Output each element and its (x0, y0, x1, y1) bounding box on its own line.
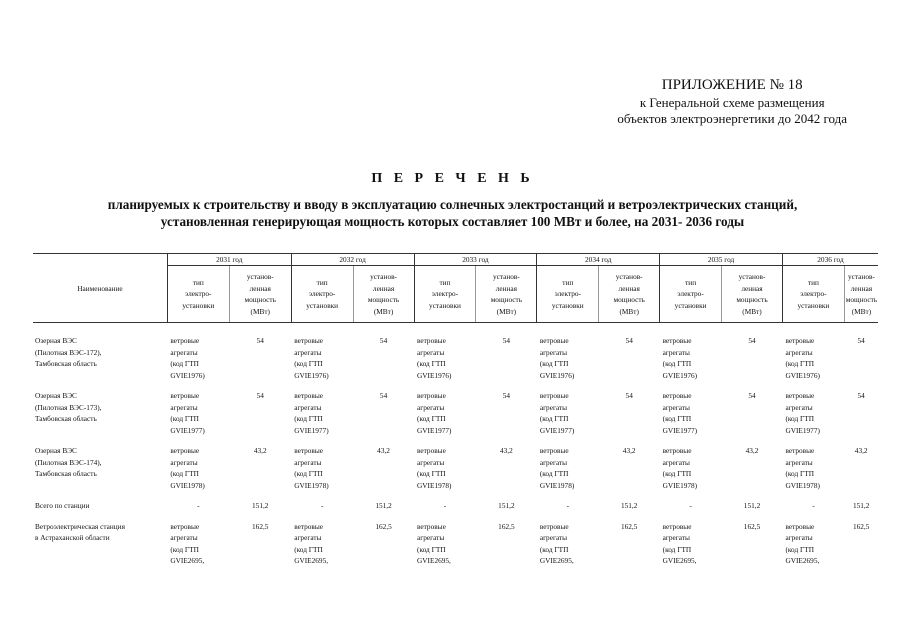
power-header-line: установ- (492, 272, 520, 281)
unit-type-line: (код ГТП (785, 359, 814, 368)
type-header-line: электро- (800, 289, 827, 299)
power-header-line: ленная (249, 283, 271, 293)
power-header-line: (МВт) (851, 306, 872, 316)
type-column-header (660, 266, 722, 323)
total-power-value: 151,2 (852, 501, 870, 510)
unit-type-line: агрегаты (294, 402, 322, 412)
unit-type-line: GVIE2695, (785, 556, 820, 565)
unit-type-line: GVIE1976) (662, 370, 698, 380)
power-header-line: установ- (370, 272, 397, 281)
station-name-line: в Астраханской области (35, 533, 110, 542)
unit-type-line: GVIE1976) (785, 370, 820, 380)
power-value-cell: 54 (379, 336, 388, 345)
unit-type-line: ветровые (417, 521, 446, 531)
gap-row (33, 512, 878, 521)
unit-type-line: GVIE1977) (294, 425, 329, 435)
unit-type-line: ветровые (417, 446, 446, 455)
unit-type-cell (537, 390, 599, 436)
unit-type-line: ветровые (170, 521, 200, 531)
total-power-value: 151,2 (498, 501, 515, 510)
gap-cell (33, 381, 878, 390)
power-value-cell: 43,2 (499, 446, 513, 455)
unit-type-line: ветровые (662, 521, 692, 531)
station-name-cell (33, 390, 167, 436)
unit-type-line: (код ГТП (785, 544, 814, 554)
unit-type-line: (код ГТП (539, 469, 569, 478)
power-header-line: ленная (372, 283, 395, 293)
total-type-dash: - (320, 501, 324, 510)
power-value-cell: 43,2 (377, 446, 390, 455)
unit-type-line: (код ГТП (417, 414, 446, 423)
unit-type-line: ветровые (662, 336, 692, 345)
total-type-dash: - (197, 501, 200, 510)
type-header-line: тип (562, 277, 574, 287)
gap-cell (33, 491, 878, 500)
unit-type-line: агрегаты (662, 347, 690, 357)
power-value-cell: 162,5 (498, 521, 515, 531)
unit-type-line: GVIE2695, (539, 556, 574, 565)
unit-type-line: ветровые (170, 336, 200, 345)
type-header-line: электро- (185, 289, 212, 299)
unit-type-line: ветровые (294, 446, 324, 455)
unit-type-line: GVIE1978) (294, 480, 329, 490)
gap-cell (33, 436, 878, 445)
unit-type-cell (414, 390, 476, 436)
power-header-line: установ- (246, 272, 274, 281)
spacer-cell (33, 323, 878, 336)
unit-type-line: (код ГТП (294, 414, 323, 423)
unit-type-line: агрегаты (170, 457, 198, 467)
unit-type-line: (код ГТП (662, 469, 692, 478)
gap-row (33, 381, 878, 390)
type-header-line: тип (192, 277, 204, 287)
station-name-cell (33, 335, 167, 381)
type-header-line: электро- (431, 289, 459, 299)
power-header-line: мощность (367, 295, 400, 304)
type-column-header (537, 266, 599, 323)
unit-type-line: GVIE1977) (539, 425, 575, 435)
power-value-cell: 162,5 (620, 521, 638, 531)
power-header-line: установ- (848, 272, 875, 281)
subtitle-line-1: планируемых к строительству и вводу в эксплуатацию солнечных электростанций и ветроэлектрических станций, (107, 197, 798, 212)
unit-type-cell (291, 521, 353, 567)
unit-type-line: ветровые (170, 391, 200, 400)
unit-type-line: (код ГТП (417, 544, 446, 554)
unit-type-line: ветровые (417, 391, 446, 400)
unit-type-cell (782, 390, 844, 436)
unit-type-line: (код ГТП (662, 414, 692, 423)
unit-type-line: агрегаты (294, 347, 322, 357)
unit-type-line: GVIE1977) (785, 425, 820, 435)
unit-type-line: ветровые (294, 336, 324, 345)
unit-type-line: (код ГТП (539, 544, 569, 554)
total-type-dash: - (812, 501, 815, 510)
total-row (33, 500, 878, 512)
unit-type-cell (782, 335, 844, 381)
unit-type-cell (291, 390, 353, 436)
spacer-row (33, 323, 878, 336)
unit-type-line: (код ГТП (417, 359, 446, 368)
year-header-row (33, 254, 878, 266)
power-header-line: мощность (490, 295, 523, 304)
unit-type-line: GVIE1976) (417, 370, 452, 380)
type-header-line: установки (306, 300, 339, 310)
type-header-line: тип (807, 277, 819, 287)
station-row (33, 390, 878, 436)
station-name-line: Ветроэлектрическая станция (35, 521, 125, 531)
unit-type-line: агрегаты (785, 402, 813, 412)
type-header-line: электро- (554, 289, 581, 299)
unit-type-line: агрегаты (539, 457, 568, 467)
unit-type-line: агрегаты (785, 457, 813, 467)
power-header-line: ленная (495, 283, 518, 293)
station-name-line: Озерная ВЭС (35, 391, 77, 400)
unit-type-cell (414, 335, 476, 381)
total-power-value: 151,2 (743, 501, 761, 510)
unit-type-line: GVIE1978) (539, 480, 575, 490)
power-header-line: мощность (845, 295, 878, 304)
power-header-line: установ- (615, 272, 643, 281)
appendix-number: ПРИЛОЖЕНИЕ № 18 (661, 77, 803, 93)
total-power-value: 151,2 (620, 501, 638, 510)
year-header: 2036 год (782, 254, 878, 266)
unit-type-line: агрегаты (539, 533, 568, 542)
station-name-line: (Пилотная ВЭС-172), (35, 347, 102, 357)
station-name-line: Озерная ВЭС (35, 446, 77, 455)
unit-type-line: ветровые (417, 336, 446, 345)
power-header-line: мощность (736, 295, 768, 304)
unit-type-line: ветровые (662, 391, 692, 400)
power-header-line: (МВт) (619, 306, 639, 316)
unit-type-line: ветровые (662, 446, 692, 455)
appendix-header (617, 76, 847, 127)
unit-type-cell (167, 521, 229, 567)
type-header-line: тип (439, 277, 451, 287)
year-header: 2031 год (167, 254, 291, 266)
unit-type-line: агрегаты (170, 402, 198, 412)
type-header-line: электро- (308, 289, 336, 299)
unit-type-cell (167, 390, 229, 436)
unit-type-line: (код ГТП (785, 414, 814, 423)
power-value-cell: 162,5 (252, 521, 269, 531)
name-column-header: Наименование (33, 254, 167, 323)
unit-type-line: агрегаты (417, 402, 445, 412)
power-header-line: ленная (741, 283, 763, 293)
unit-type-cell (167, 335, 229, 381)
power-stations-table (33, 253, 878, 567)
power-value-cell: 54 (256, 391, 264, 400)
power-header-line: мощность (613, 295, 645, 304)
unit-type-line: агрегаты (662, 402, 690, 412)
unit-type-cell (537, 521, 599, 567)
unit-type-line: агрегаты (170, 533, 198, 542)
unit-type-line: агрегаты (539, 402, 568, 412)
unit-type-line: ветровые (785, 521, 815, 531)
power-value-cell: 162,5 (375, 521, 392, 531)
power-header-line: (МВт) (742, 306, 762, 316)
total-type-dash: - (566, 501, 569, 510)
appendix-line-3: объектов электроэнергетики до 2042 года (617, 111, 847, 126)
power-value-cell: 54 (857, 391, 865, 400)
unit-type-line: (код ГТП (170, 359, 199, 368)
unit-type-cell (414, 445, 476, 491)
power-value-cell: 162,5 (743, 521, 761, 531)
unit-type-line: (код ГТП (785, 469, 814, 478)
unit-type-line: GVIE1978) (662, 480, 698, 490)
type-header-line: установки (182, 300, 215, 310)
power-header-line: (МВт) (373, 306, 394, 316)
type-header-line: установки (429, 300, 461, 310)
unit-type-line: ветровые (539, 336, 569, 345)
power-value-cell: 54 (256, 336, 264, 345)
unit-type-line: GVIE2695, (662, 556, 697, 565)
power-value-cell: 54 (625, 336, 633, 345)
unit-type-line: (код ГТП (294, 469, 323, 478)
unit-type-line: ветровые (539, 521, 569, 531)
unit-type-line: ветровые (294, 521, 324, 531)
unit-type-line: ветровые (785, 446, 815, 455)
unit-type-cell (660, 390, 722, 436)
type-header-line: электро- (677, 289, 704, 299)
unit-type-cell (291, 445, 353, 491)
year-header: 2033 год (414, 254, 537, 266)
year-header: 2034 год (537, 254, 660, 266)
unit-type-line: GVIE1976) (170, 370, 205, 380)
power-header-line: (МВт) (250, 306, 270, 316)
year-header: 2032 год (291, 254, 414, 266)
total-power-value: 151,2 (252, 501, 269, 510)
unit-type-line: GVIE1978) (785, 480, 820, 490)
unit-type-line: агрегаты (417, 533, 445, 542)
total-type-dash: - (443, 501, 447, 510)
unit-type-line: агрегаты (294, 533, 322, 542)
year-header: 2035 год (660, 254, 783, 266)
station-row (33, 521, 878, 567)
total-type-dash: - (689, 501, 692, 510)
power-column-header (476, 266, 537, 323)
power-value-cell: 43,2 (854, 446, 868, 455)
unit-type-line: GVIE1976) (294, 370, 329, 380)
power-value-cell: 43,2 (622, 446, 636, 455)
power-value-cell: 54 (748, 336, 756, 345)
station-name-line: (Пилотная ВЭС-173), (35, 402, 102, 412)
gap-row (33, 436, 878, 445)
type-column-header (167, 266, 229, 323)
unit-type-cell (167, 445, 229, 491)
unit-type-cell (660, 521, 722, 567)
station-name-line: (Пилотная ВЭС-174), (35, 457, 102, 467)
unit-type-line: ветровые (539, 391, 569, 400)
station-name-cell (33, 521, 167, 567)
unit-type-line: GVIE1978) (417, 480, 452, 490)
unit-type-line: (код ГТП (170, 414, 199, 423)
gap-cell (33, 512, 878, 521)
station-name-line: Тамбовская область (35, 359, 97, 368)
unit-type-cell (782, 521, 844, 567)
power-header-line: мощность (244, 295, 276, 304)
unit-type-line: GVIE1977) (662, 425, 698, 435)
power-header-line: (МВт) (496, 306, 517, 316)
unit-type-line: агрегаты (785, 533, 813, 542)
unit-type-line: агрегаты (662, 457, 690, 467)
power-value-cell: 54 (625, 391, 633, 400)
unit-type-line: (код ГТП (662, 359, 692, 368)
station-row (33, 445, 878, 491)
unit-type-line: GVIE2695, (170, 556, 205, 565)
unit-type-line: (код ГТП (294, 544, 323, 554)
unit-type-cell (537, 445, 599, 491)
subtitle-line-2: установленная генерирующая мощность которых составляет 100 МВт и более, на 2031- 2036 годы (160, 214, 745, 229)
unit-type-line: GVIE1977) (170, 425, 205, 435)
station-name-line: Тамбовская область (35, 469, 97, 478)
appendix-line-2: к Генеральной схеме размещения (639, 95, 825, 110)
unit-type-line: (код ГТП (539, 414, 569, 423)
total-power-value: 151,2 (375, 501, 392, 510)
power-header-line: ленная (850, 283, 873, 293)
unit-type-cell (537, 335, 599, 381)
document-subtitle (20, 196, 885, 230)
type-header-line: установки (551, 300, 584, 310)
unit-type-cell (660, 445, 722, 491)
type-column-header (291, 266, 353, 323)
type-header-line: установки (797, 300, 830, 310)
unit-type-line: ветровые (539, 446, 569, 455)
unit-type-line: ветровые (785, 391, 815, 400)
total-label: Всего по станции (35, 501, 90, 510)
power-value-cell: 43,2 (253, 446, 267, 455)
gap-row (33, 491, 878, 500)
unit-type-line: агрегаты (417, 347, 445, 357)
type-column-header (782, 266, 844, 323)
unit-type-line: агрегаты (662, 533, 690, 542)
unit-type-line: (код ГТП (417, 469, 446, 478)
unit-type-line: GVIE1978) (170, 480, 205, 490)
unit-type-line: агрегаты (294, 457, 322, 467)
unit-type-line: (код ГТП (170, 469, 199, 478)
power-value-cell: 43,2 (745, 446, 759, 455)
unit-type-line: (код ГТП (294, 359, 323, 368)
unit-type-line: агрегаты (785, 347, 813, 357)
unit-type-line: GVIE1976) (539, 370, 575, 380)
unit-type-line: (код ГТП (662, 544, 692, 554)
power-value-cell: 54 (502, 391, 511, 400)
unit-type-line: агрегаты (170, 347, 198, 357)
unit-type-line: агрегаты (539, 347, 568, 357)
unit-type-cell (414, 521, 476, 567)
unit-type-line: GVIE2695, (417, 556, 451, 565)
power-value-cell: 54 (502, 336, 511, 345)
unit-type-line: ветровые (294, 391, 324, 400)
unit-type-cell (660, 335, 722, 381)
station-name-line: Озерная ВЭС (35, 336, 77, 345)
unit-type-line: агрегаты (417, 457, 445, 467)
type-header-line: тип (316, 277, 328, 287)
power-column-header (722, 266, 783, 323)
unit-type-line: GVIE2695, (294, 556, 329, 565)
power-header-line: ленная (618, 283, 640, 293)
unit-type-line: (код ГТП (170, 544, 199, 554)
type-header-line: тип (685, 277, 697, 287)
station-name-cell (33, 445, 167, 491)
type-header-line: установки (674, 300, 707, 310)
unit-type-line: ветровые (170, 446, 200, 455)
power-value-cell: 54 (857, 336, 865, 345)
power-column-header (844, 266, 878, 323)
document-title: П Е Р Е Ч Е Н Ь (371, 171, 534, 186)
station-row (33, 335, 878, 381)
power-column-header (599, 266, 660, 323)
unit-type-cell (291, 335, 353, 381)
type-column-header (414, 266, 476, 323)
power-header-line: установ- (738, 272, 766, 281)
unit-type-line: GVIE1977) (417, 425, 452, 435)
power-column-header (229, 266, 291, 323)
unit-type-line: ветровые (785, 336, 815, 345)
power-value-cell: 54 (748, 391, 756, 400)
power-value-cell: 54 (379, 391, 388, 400)
unit-type-line: (код ГТП (539, 359, 569, 368)
unit-type-cell (782, 445, 844, 491)
station-name-line: Тамбовская область (35, 414, 97, 423)
power-column-header (353, 266, 414, 323)
power-value-cell: 162,5 (852, 521, 870, 531)
